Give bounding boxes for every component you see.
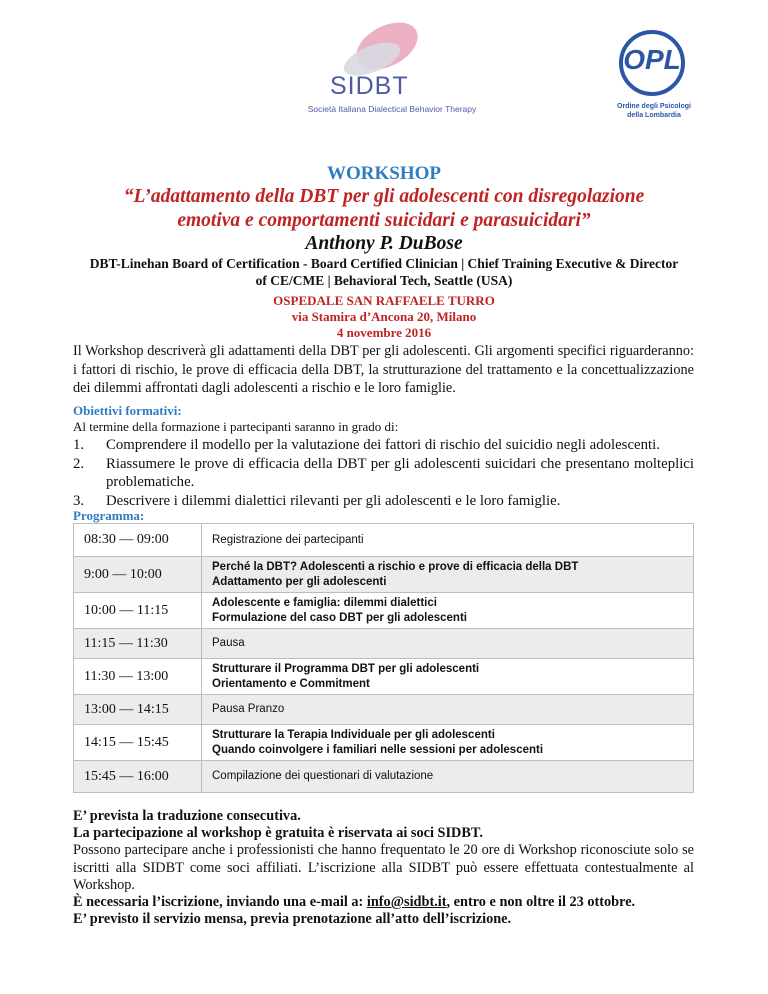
objective-number: 2.	[73, 456, 85, 472]
activity-line-2: Adattamento per gli adolescenti	[212, 575, 387, 588]
meals-note: E’ previsto il servizio mensa, previa prenotazione all’atto dell’iscrizione.	[73, 911, 512, 928]
schedule-activity	[202, 557, 694, 593]
signup-deadline: , entro e non oltre il 23 ottobre.	[446, 894, 636, 911]
schedule-row	[74, 695, 694, 725]
schedule-row	[74, 659, 694, 695]
opl-logo-mark: OPL	[623, 44, 681, 75]
venue-address: via Stamira d’Ancona 20, Milano	[291, 309, 477, 324]
activity-line-1: Pausa	[212, 637, 245, 649]
objective-text: Comprendere il modello per la valutazione dei fattori di rischio del suicidio negli adolescenti.	[106, 437, 660, 453]
intro-paragraph: Il Workshop descriverà gli adattamenti della DBT per gli adolescenti. Gli argomenti specifici riguarderanno: i fattori di rischio, le prove di efficacia della DBT, la strutturazione del trattamento e la concettualizzazione dei dilemmi affrontati dagli adolescenti a rischio e le loro famiglie.	[73, 343, 694, 396]
opl-logo	[611, 30, 697, 130]
signup-note	[73, 894, 694, 911]
schedule-activity	[202, 593, 694, 629]
schedule-time: 9:00 — 10:00	[74, 557, 202, 593]
schedule-time: 14:15 — 15:45	[74, 725, 202, 761]
schedule-time: 15:45 — 16:00	[74, 761, 202, 793]
objective-text: Descrivere i dilemmi dialettici rilevanti per gli adolescenti e le loro famiglie.	[106, 493, 561, 509]
sidbt-logo-word: SIDBT	[330, 72, 409, 100]
schedule-activity	[202, 659, 694, 695]
programme-heading: Programma:	[73, 508, 145, 523]
activity-line-1: Pausa Pranzo	[212, 703, 285, 715]
schedule-activity	[202, 695, 694, 725]
opl-caption-line2: della Lombardia	[627, 112, 681, 119]
signup-text: È necessaria l’iscrizione, inviando una e-mail a:	[73, 894, 367, 911]
title-line-1: “L’adattamento della DBT per gli adolescenti con disregolazione	[123, 186, 645, 207]
schedule-row	[74, 725, 694, 761]
objective-number: 3.	[73, 493, 85, 509]
schedule-time: 11:15 — 11:30	[74, 629, 202, 659]
opl-caption-line1: Ordine degli Psicologi	[617, 103, 691, 110]
schedule-activity	[202, 761, 694, 793]
activity-line-1: Strutturare il Programma DBT per gli adolescenti	[212, 662, 480, 675]
sidbt-logo-subtitle: Società Italiana Dialectical Behavior Therapy	[307, 104, 477, 114]
objective-item	[73, 436, 694, 454]
schedule-time: 13:00 — 14:15	[74, 695, 202, 725]
opl-logo-caption	[611, 102, 697, 120]
schedule-row	[74, 524, 694, 557]
objective-item	[73, 492, 694, 510]
activity-line-1: Strutturare la Terapia Individuale per gli adolescenti	[212, 728, 495, 741]
schedule-time: 11:30 — 13:00	[74, 659, 202, 695]
schedule-row	[74, 761, 694, 793]
activity-line-1: Registrazione dei partecipanti	[212, 533, 364, 546]
schedule-table	[73, 523, 694, 793]
schedule-row	[74, 629, 694, 659]
schedule-time: 10:00 — 11:15	[74, 593, 202, 629]
activity-line-1: Compilazione dei questionari di valutazione	[212, 770, 434, 782]
translation-note: E’ prevista la traduzione consecutiva.	[73, 808, 301, 824]
schedule-row	[74, 557, 694, 593]
schedule-row	[74, 593, 694, 629]
signup-email-link[interactable]: info@sidbt.it	[366, 894, 447, 911]
speaker-credentials-line-1: DBT-Linehan Board of Certification - Board Certified Clinician | Chief Training Executive & Director	[89, 256, 679, 271]
other-participants-note: Possono partecipare anche i professionisti che hanno frequentato le 20 ore di Workshop riconosciute solo se iscritti alla SIDBT come soci affiliati. L’iscrizione alla SIDBT può essere effettuata contestualmente al Workshop.	[73, 842, 694, 893]
objective-text: Riassumere le prove di efficacia della DBT per gli adolescenti suicidari che presentano molteplici problematiche.	[106, 456, 694, 490]
speaker-credentials-line-2: of CE/CME | Behavioral Tech, Seattle (USA)	[255, 273, 513, 288]
schedule-activity	[202, 725, 694, 761]
objectives-heading: Obiettivi formativi:	[73, 403, 182, 418]
workshop-label: WORKSHOP	[326, 163, 441, 184]
objectives-intro: Al termine della formazione i partecipanti saranno in grado di:	[73, 419, 399, 434]
title-line-2: emotiva e comportamenti suicidari e parasuicidari”	[177, 210, 591, 231]
objective-number: 1.	[73, 437, 85, 453]
footer-notes	[73, 808, 694, 928]
activity-line-2: Orientamento e Commitment	[212, 677, 370, 690]
activity-line-1: Adolescente e famiglia: dilemmi dialettici	[212, 596, 437, 609]
activity-line-1: Perché la DBT? Adolescenti a rischio e prove di efficacia della DBT	[212, 560, 579, 573]
venue-name: OSPEDALE SAN RAFFAELE TURRO	[273, 293, 495, 308]
event-date: 4 novembre 2016	[336, 325, 432, 340]
activity-line-2: Quando coinvolgere i familiari nelle sessioni per adolescenti	[212, 743, 544, 756]
sidbt-logo	[292, 18, 492, 118]
speaker-name: Anthony P. DuBose	[305, 233, 463, 254]
objective-item	[73, 455, 694, 491]
schedule-activity	[202, 629, 694, 659]
schedule-time: 08:30 — 09:00	[74, 524, 202, 557]
activity-line-2: Formulazione del caso DBT per gli adolescenti	[212, 611, 467, 624]
schedule-activity	[202, 524, 694, 557]
free-participation-note: La partecipazione al workshop è gratuita è riservata ai soci SIDBT.	[73, 825, 483, 842]
